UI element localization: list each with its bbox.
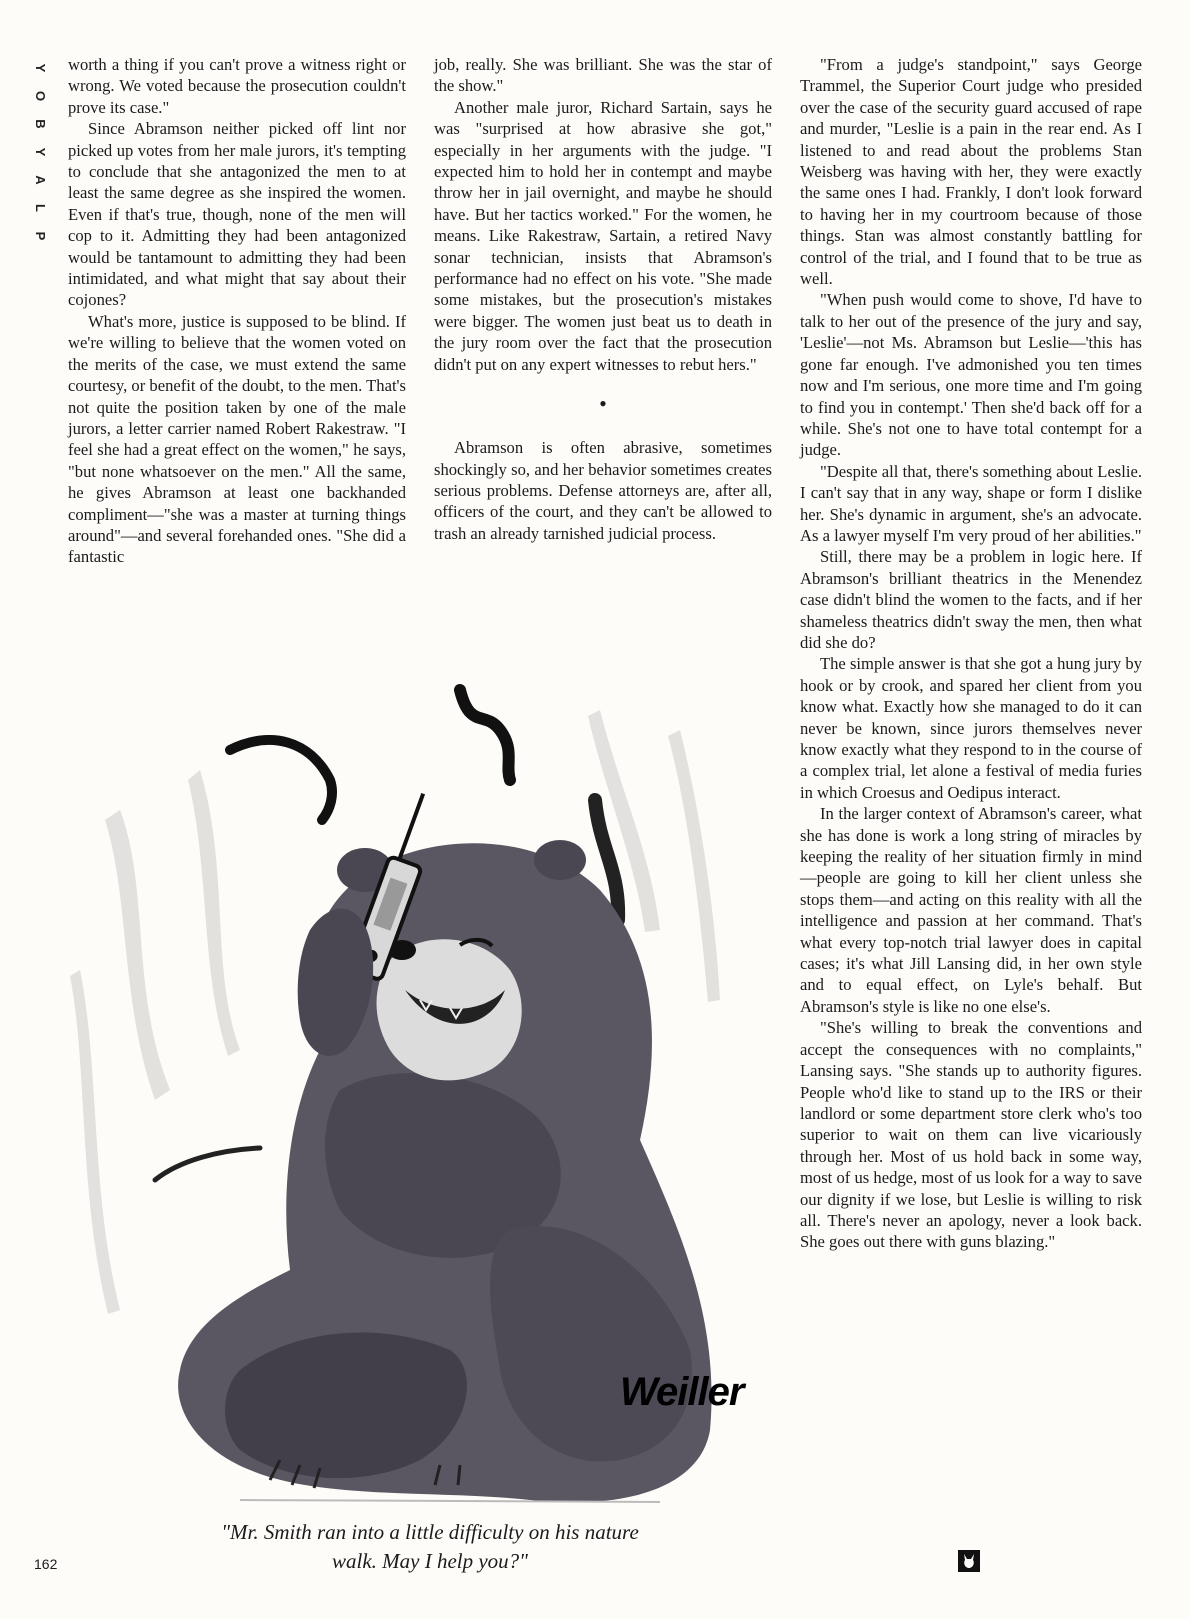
paragraph: "When push would come to shove, I'd have to talk to her out of the presence of the jury and say, 'Leslie'—not Ms. Abramson but Leslie—'this has gone far enough. I've admonished you ten times now and I'm serious, one more time and I'm going to find you in contempt.' Then she'd back off for a while. She's not one to have total contempt for a judge.	[800, 290, 1142, 460]
paragraph: In the larger context of Abramson's career, what she has done is work a long string of miracles by keeping the reality of her situation firmly in mind—people are going to kill her client unless she stops them—and acting on this reality with all the intelligence and passion at her command. That's what every top-notch trial lawyer does in capital cases; it's what Jill Lansing did, in her own style and to equal effect, on Lyle's behalf. But Abramson's style is like no one else's.	[800, 804, 1142, 1016]
paragraph: Another male juror, Richard Sartain, says he was "surprised at how abrasive she got," especially in her arguments with the judge. "I expected him to hold her in contempt and maybe throw her in jail overnight, and maybe he should have. But her tactics worked." For the women, he means. Like Rakestraw, Sartain, a retired Navy sonar technician, insists that Abramson's performance had no effect on his vote. "She made some mistakes, but the prosecution's mistakes were bigger. The women just beat us to death in the jury room over the fact that the prosecution didn't put on any expert witnesses to rebut hers."	[434, 97, 772, 374]
article-column-3	[800, 54, 1142, 1253]
bear-cartoon-illustration	[60, 670, 780, 1550]
paragraph: "She's willing to break the conventions and accept the consequences with no complaints," Lansing says. "She stands up to authority figures. People who'd like to stand up to the IRS or their landlord or some department store clerk who's too superior to wait on them can live vicariously through her. Most of us hold back in some way, most of us hedge, most of us look for a way to save our dignity if we lose, but Leslie is willing to risk all. There's never an apology, never a look back. She goes out there with guns blazing."	[800, 1018, 1142, 1252]
page-number: 162	[34, 1556, 58, 1572]
sidebar-brand	[28, 54, 52, 250]
brand-letter: P	[33, 231, 48, 241]
caption-line: "Mr. Smith ran into a little difficulty on his nature	[221, 1520, 639, 1544]
paragraph: What's more, justice is supposed to be blind. If we're willing to believe that the women voted on the merits of the case, we must extend the same courtesy, or benefit of the doubt, to the men. That's not quite the position taken by one of the male jurors, a letter carrier named Robert Rakestraw. "I feel she had a great effect on the women," he says, "but none whatsoever on the men." All the same, he gives Abramson at least one backhanded compliment—"she was a master at turning things around"—and several forehanded ones. "She did a fantastic	[68, 311, 407, 567]
brand-letter: B	[33, 119, 48, 129]
brand-letter: O	[33, 90, 48, 102]
section-separator: •	[599, 391, 607, 417]
paragraph: Still, there may be a problem in logic here. If Abramson's brilliant theatrics in the Menendez case didn't blind the women to the facts, and if her shameless theatrics didn't sway the men, then what did she do?	[800, 547, 1142, 652]
brand-letter: Y	[33, 147, 48, 157]
brand-letter: L	[33, 204, 48, 212]
paragraph: job, really. She was brilliant. She was the star of the show."	[434, 55, 772, 96]
bunny-end-mark-icon	[958, 1550, 980, 1572]
caption-line: walk. May I help you?"	[331, 1549, 528, 1573]
cartoon-caption	[130, 1518, 730, 1576]
paragraph: Since Abramson neither picked off lint nor picked up votes from her male jurors, it's tempting to conclude that she antagonized the men to at least the same degree as she inspired the women. Even if that's true, though, none of the men will cop to it. Admitting they had been antagonized would be tantamount to admitting they had been intimidated, and what might that say about their cojones?	[68, 119, 406, 310]
article-column-2	[434, 54, 772, 544]
paragraph: "Despite all that, there's something about Leslie. I can't say that in any way, shape or form I dislike her. She's dynamic in argument, she's an advocate. As a lawyer myself I'm very proud of her abilities."	[800, 461, 1142, 545]
paragraph: The simple answer is that she got a hung jury by hook or by crook, and spared her client from you know what. Exactly how she managed to do it can never be known, since jurors themselves never know exactly what they respond to in the course of a complex trial, let alone a festival of media furies in which Croesus and Oedipus interact.	[800, 654, 1142, 802]
cartoonist-signature: Weiller	[620, 1370, 744, 1414]
article-column-1	[68, 54, 406, 568]
brand-letter: A	[33, 175, 48, 185]
paragraph: Abramson is often abrasive, sometimes shockingly so, and her behavior sometimes creates serious problems. Defense attorneys are, after all, officers of the court, and they can't be allowed to trash an already tarnished judicial process.	[434, 438, 772, 543]
brand-letter: Y	[33, 63, 48, 73]
paragraph: worth a thing if you can't prove a witness right or wrong. We voted because the prosecution couldn't prove its case."	[68, 55, 406, 117]
bear-cartoon-drawing	[60, 670, 780, 1550]
paragraph: "From a judge's standpoint," says George Trammel, the Superior Court judge who presided over the case of the security guard accused of rape and murder, "Leslie is a pain in the rear end. As I listened to and read about the problems Stan Weisberg was having with her, they were exactly the same ones I had. Frankly, I don't look forward to having her in my courtroom because of those things. Stan was almost constantly battling for control of the trial, and I found that to be true as well.	[800, 55, 1142, 289]
